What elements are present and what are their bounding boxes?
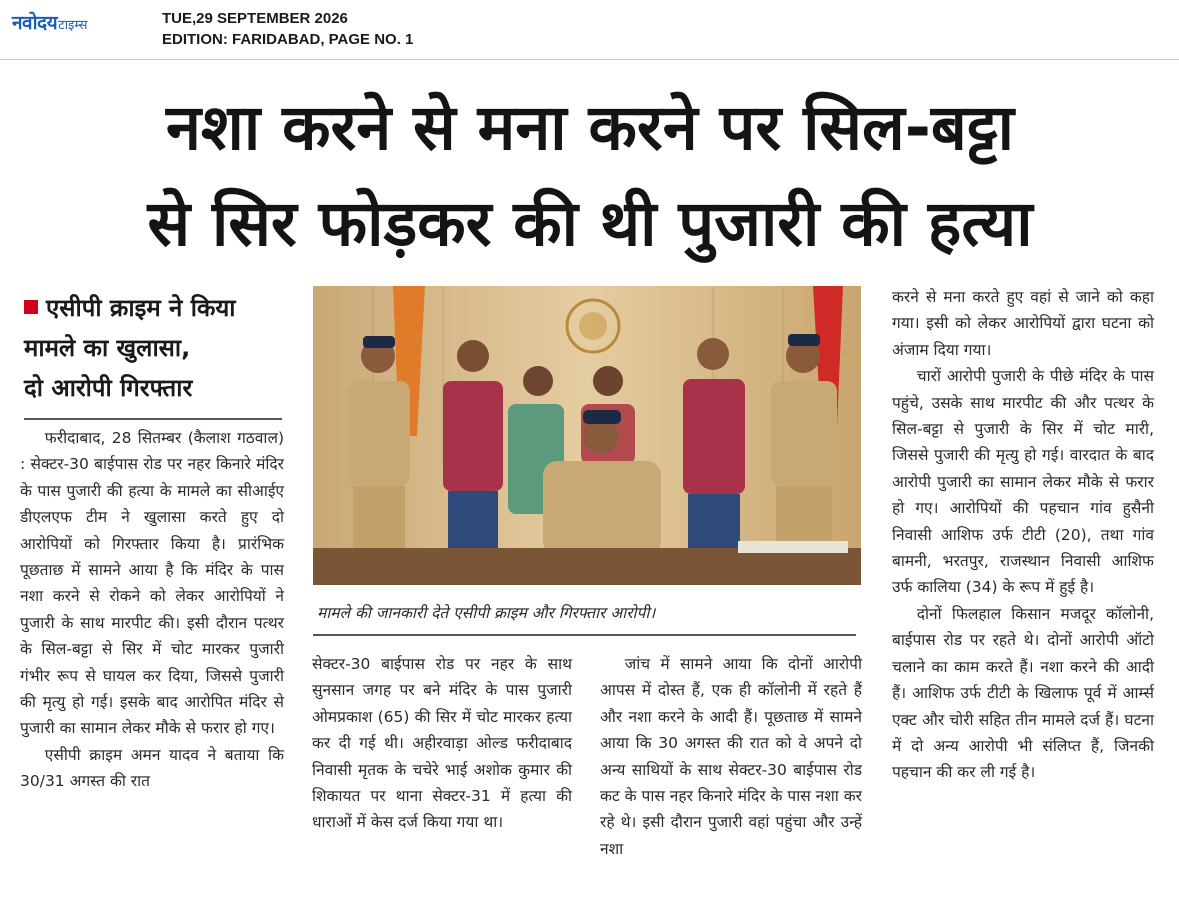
masthead [0,0,1179,60]
subhead-divider [24,418,282,420]
article-paragraph: चारों आरोपी पुजारी के पीछे मंदिर के पास पहुंचे, उसके साथ मारपीट की और पत्थर के सिल-बट्टा से पुजारी के सिर में चोट मारी, जिससे पुजारी की मृत्यु हो गई। वारदात के बाद आरोपी पुजारी का सामान लेकर मौके से फरार हो गए। आरोपियों की पहचान गांव हुसैनी निवासी आशिफ उर्फ टीटी (20), तथा गांव बामनी, भरतपुर, राजस्थान निवासी आशिफ उर्फ कालिया (34) के रूप में हुई है। [892,367,1154,597]
news-photo[interactable] [313,286,861,585]
subhead-line-2: मामले का खुलासा, [24,334,191,362]
photo-caption: मामले की जानकारी देते एसीपी क्राइम और गिरफ्तार आरोपी। [317,604,656,622]
headline [14,80,1166,272]
article-paragraph: फरीदाबाद, 28 सितम्बर (कैलाश गठवाल) : सेक्टर-30 बाईपास रोड पर नहर किनारे मंदिर के पास पुजारी की हत्या के मामले का सीआईए डीएलएफ टीम ने खुलासा करते हुए दो आरोपियों को गिरफ्तार किया है। प्रारंभिक पूछताछ में सामने आया है कि मंदिर के पास नशा करने से रोकने को लेकर आरोपियों ने पुजारी के साथ मारपीट की। इसी दौरान पत्थर के सिल-बट्टा से सिर में चोट मारकर पुजारी गंभीर रूप से घायल कर दिया, जिससे पुजारी की मृत्यु हो गई। इसके बाद आरोपित मंदिर से पुजारी का सामान लेकर मौके से फरार हो गए। [20,429,284,738]
caption-divider [313,634,856,636]
desk-nameplate [738,541,848,553]
article-column-3 [600,651,862,862]
article-paragraph: सेक्टर-30 बाईपास रोड पर नहर के साथ सुनसान जगह पर बने मंदिर के पास पुजारी ओमप्रकाश (65) की सिर में चोट मारकर हत्या कर दी गई थी। अहीरवाड़ा ओल्ड फरीदाबाद निवासी मृतक के चचेरे भाई अशोक कुमार की शिकायत पर थाना सेक्टर-31 में हत्या की धाराओं में केस दर्ज किया गया था। [312,655,572,832]
photo-illustration [313,286,861,585]
desk [313,548,861,585]
edition-line: EDITION: FARIDABAD, PAGE NO. 1 [162,31,414,48]
article-column-4 [892,284,1154,786]
article-column-2 [312,651,572,836]
bullet-square-icon [24,300,38,314]
logo-sub-text: टाइम्स [58,18,88,33]
article-paragraph: दोनों फिलहाल किसान मजदूर कॉलोनी, बाईपास रोड पर रहते थे। दोनों आरोपी ऑटो चलाने का काम करते हैं। नशा करने की आदी हैं। आशिफ उर्फ टीटी के खिलाफ पूर्व में आर्म्स एक्ट और चोरी सहित तीन मामले दर्ज हैं। घटना में दो अन्य आरोपी भी संलिप्त हैं, जिनकी पहचान की कर ली गई है। [892,604,1154,782]
article-paragraph: जांच में सामने आया कि दोनों आरोपी आपस में दोस्त हैं, एक ही कॉलोनी में रहते हैं और नशा करने के आदी हैं। पूछताछ में सामने आया कि 30 अगस्त की रात को वे अपने दो अन्य साथियों के साथ सेक्टर-30 बाईपास रोड कट के पास नहर किनारे मंदिर के पास नशा कर रहे थे। इसी दौरान पुजारी वहां पहुंचा और उन्हें नशा [600,655,862,858]
subhead-line-1 [24,288,286,328]
headline-line-2: से सिर फोड़कर की थी पुजारी की हत्या [147,187,1033,260]
article-paragraph: करने से मना करते हुए वहां से जाने को कहा गया। इसी को लेकर आरोपियों द्वारा घटना को अंजाम दिया गया। [892,288,1154,359]
logo-main-text: नवोदय [12,12,58,34]
headline-line-1: नशा करने से मना करने पर सिल-बट्टा [166,91,1014,164]
subhead [24,288,286,408]
edition-info [162,8,413,50]
date-line: TUE,29 SEPTEMBER 2026 [162,10,348,27]
article-column-1 [20,425,284,795]
article-paragraph: एसीपी क्राइम अमन यादव ने बताया कि 30/31 अगस्त की रात [20,745,284,791]
subhead-line-1-text: एसीपी क्राइम ने किया [46,294,236,322]
newspaper-logo[interactable] [12,9,87,33]
subhead-line-3: दो आरोपी गिरफ्तार [24,374,193,402]
